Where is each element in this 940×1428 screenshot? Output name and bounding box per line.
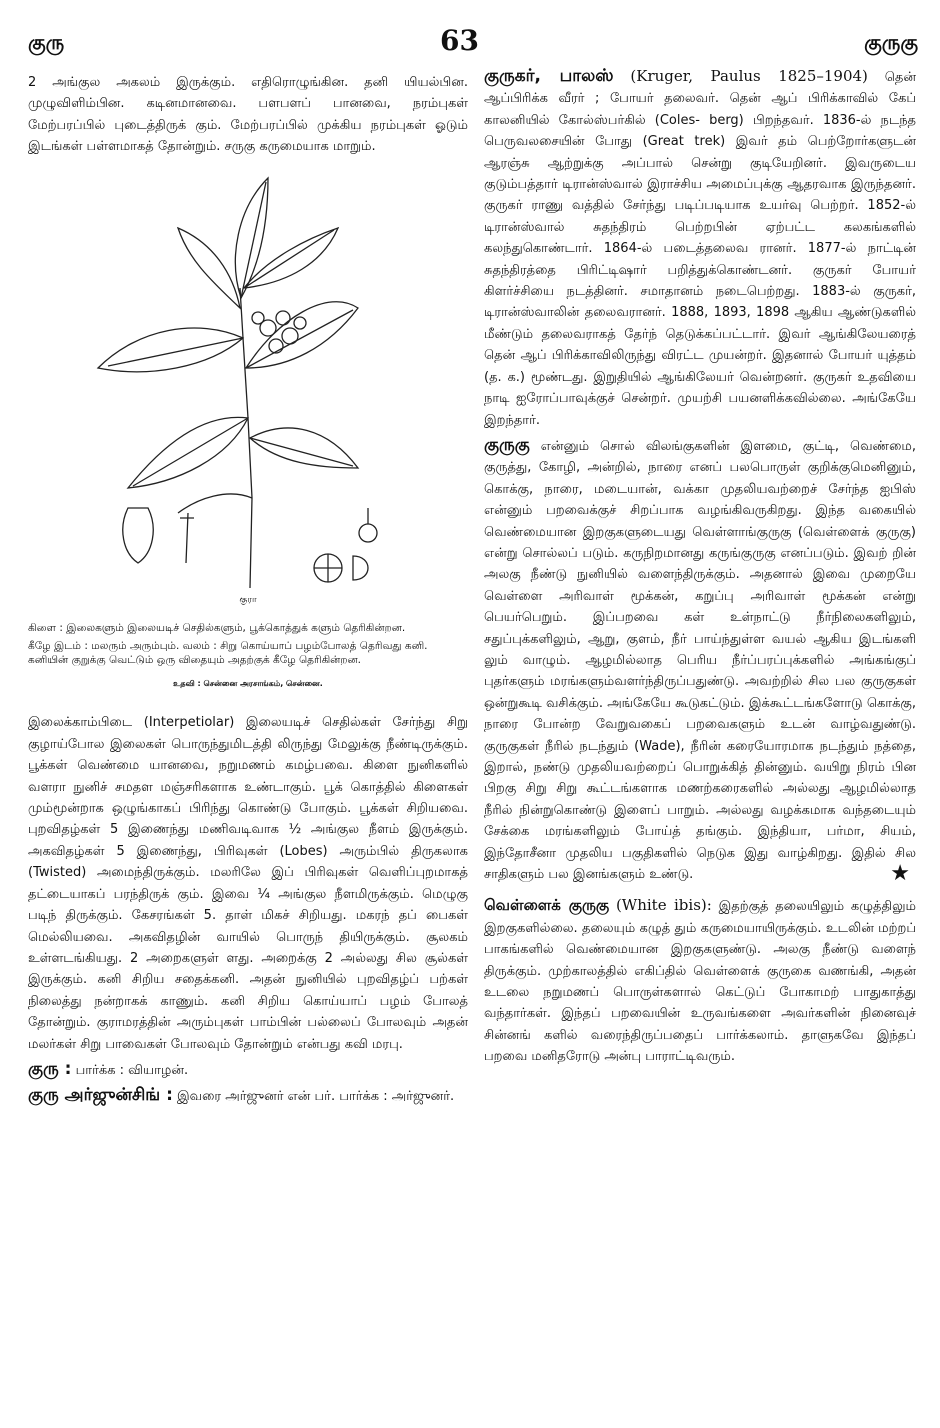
entry-kruger (484, 66, 916, 431)
left-column (28, 72, 468, 1112)
figure-title: குரா (239, 594, 257, 605)
headword-guru-arjunsingh: குரு அர்ஜுன்சிங் : (28, 1085, 173, 1106)
running-head-right: குருகு (864, 30, 918, 54)
white-ibis-text: இதற்குத் தலையிலும் கழுத்திலும் இறகுகளில்லை. தலையும் கழுத் தும் கருமையாயிருக்கும். உடலின் மற்றப் பாகங்களில் வெண்மையான இறகுகளுண்டு. அலகு நீண்டு வளைந் திருக்கும். முற்காலத்தில் எகிப்தில் வெள்ளைக் குருகை வணங்கி, அதன் உடலை நறுமணப் பொருள்களால் கெட்டுப் போகாமற் பாதுகாத்து வந்தார்கள். இந்தப் பறவையின் உருவங்களை அவர்களின் நினைவுச் சின்னங் களில் வரைந்திருப்பதைப் பார்க்கலாம். தாளுகவே இந்தப் பறவை மனிதரோடு அன்பு பாராட்டிவரும். (484, 899, 917, 1065)
body-paragraph: இலைக்காம்பிடை (Interpetiolar) இலையடிச் செதில்கள் சேர்ந்து சிறு குழாய்போல இலைகள் பொருந்துமிடத்தி லிருந்து மேலுக்கு நீண்டிருக்கும். பூக்கள் வெண்மை யானவை, நறுமணம் கமழ்பவை. கிளை நுனிகளில் வளரா நுனிச் சமதள மஞ்சரிகளாக உண்டாகும். பூக் கொத்தில் கிளைகள் மும்மூன்றாக ஒழுங்காகப் பிரிந்து கொண்டு போகும். பூக்கள் சிறியவை. புறவிதழ்கள் 5 இணைந்து மணிவடிவாக ½ அங்குல நீளம் இருக்கும். அகவிதழ்கள் 5 இணைந்து, பிரிவுகள் (Lobes) அரும்பில் திருகலாக (Twisted) அமைந்திருக்கும். மலரிலே இப் பிரிவுகள் வெளிப்புறமாகத் தட்டையாகப் பரந்திருக் கும். இவை ¼ அங்குல நீளமிருக்கும். மெழுகு படிந் திருக்கும். கேசரங்கள் 5. தாள் மிகச் சிறியது. மகரந் தப் பைகள் மெல்லியவை. அகவிதழின் வாயில் பொருந் தியிருக்கும். சூலகம் உள்ளடங்கியது. 2 அறைகளுள் ளது. அறைக்கு 2 அல்லது சில சூல்கள் இருக்கும். கனி சிறிய சதைக்கனி. அதன் நுனியில் புறவிதழ்ப் பற்கள் நிலைத்து நன்றாகக் காணும். கனி சிறிய கொய்யாப் பழம் போலத் தோன்றும். குராமரத்தின் அரும்புகள் பாம்பின் பல்லைப் போலவும் அதன் மலர்கள் சிறு பாவைகள் போலவும் தோன்றும் என்பது கவி மரபு. (28, 715, 468, 1052)
right-column (484, 66, 916, 1072)
running-head-left: குரு (28, 30, 65, 54)
entry-kurugu (484, 435, 916, 886)
page-number: 63 (440, 24, 479, 57)
star-icon: ★ (890, 861, 910, 887)
figure-caption-2: கீழே இடம் : மலரும் அரும்பும். வலம் : சிறு கொய்யாப் பழம்போலத் தெரிவது கனி. கனியின் குறுக்கு வெட்டும் ஒரு விதையும் அதற்குக் கீழே தெரிகின்றன. (28, 640, 428, 667)
kruger-text: தென் ஆப்பிரிக்க வீரர் ; போயர் தலைவர். தென் ஆப் பிரிக்காவில் கேப் காலனியில் கோல்ஸ்பர்கில் (Coles- berg) பிறந்தவர். 1836-ல் நடந்த பெருவலசையின் போது (Great trek) இவர் தம் பெற்றோர்களுடன் ஆரஞ்சு ஆற்றுக்கு அப்பால் சென்று குடியேறினர். இவருடைய குடும்பத்தார் டிரான்ஸ்வால் இராச்சிய அமைப்புக்கு ஆதரவாக இருந்தனர். குருகர் ராணு வத்தில் சேர்ந்து படிப்படியாக உயர்வு பெற்றர். 1852-ல் டிரான்ஸ்வால் சுதந்திரம் பெற்றபின் ஏற்பட்ட கலகங்களில் கலந்துகொண்டார். 1864-ல் படைத்தலைவ ரானர். 1877-ல் நாட்டின் சுதந்திரத்தை பிரிட்டிஷார் பறித்துக்கொண்டனர். குருகர் போயர் கிளர்ச்சியை நடத்தினர். சமாதானம் நடைபெற்றது. 1883-ல் குருகர், டிரான்ஸ்வாலின் தலைவரானர். 1888, 1893, 1898 ஆகிய ஆண்டுகளில் மீண்டும் தலைவராகத் தேர்ந் தெடுக்கப்பட்டார். இவர் ஆங்கிலேயரைத் தென் ஆப் பிரிக்காவிலிருந்து விரட்ட முயன்றர். இதனால் போயர் யுத்தம் (த. க.) மூண்டது. இறுதியில் ஆங்கிலேயர் வென்றனர். குருகர் உதவியை நாடி ஐரோப்பாவுக்குச் சென்றர். முயற்சி பயனளிக்கவில்லை. அங்கேயே இறந்தார். (484, 70, 916, 428)
xref-guru-arjunsingh-text: இவரை அர்ஜுனர் என் பர். பார்க்க : அர்ஜுனர். (177, 1089, 455, 1105)
plant-drawing (28, 168, 468, 588)
figure-caption-1: கிளை : இலைகளும் இலையடிச் செதில்களும், பூக்கொத்துக் களும் தெரிகின்றன. (28, 622, 406, 635)
kruger-latin-name: (Kruger, Paulus 1825–1904) (630, 67, 868, 85)
headword-guru: குரு : (28, 1058, 72, 1079)
white-ibis-latin: (White ibis): (615, 896, 712, 915)
headword-kruger: குருகர், பாலஸ் (484, 66, 614, 86)
headword-kurugu: குருகு (484, 434, 530, 455)
entry-white-ibis (484, 895, 916, 1067)
cross-reference-guru-arjunsingh (28, 1085, 468, 1107)
intro-paragraph: 2 அங்குல அகலம் இருக்கும். எதிரொழுங்கின. தனி யியல்பின. முழுவிளிம்பின. கடினமானவை. பளபளப் பானவை, நரம்புகள் மேற்பரப்பில் புடைத்திருக் கும். மேற்பரப்பில் முக்கிய நரம்புகள் ஓடும் இடங்கள் பள்ளமாகத் தோன்றும். சருகு கருமையாக மாறும். (28, 75, 468, 155)
plant-illustration (28, 168, 468, 588)
kurugu-text: என்னும் சொல் விலங்குகளின் இளமை, குட்டி, வெண்மை, குருத்து, கோழி, அன்றில், நாரை எனப் பலபொருள் குறிக்குமெனினும், கொக்கு, நாரை, மடையான், வக்கா முதலியவற்றைச் சேர்ந்த ஐபிஸ் என்னும் பறவைக்குச் சிறப்பாக வழங்கிவருகிறது. இந்த வகையில் வெண்மையான இறகுகளுடையது வெள்ளாங்குருகு (வெள்ளைக் குருகு) என்று சொல்லப் படும். கருநிறமானது கருங்குருகு எனப்படும். இவற் றின் அலகு நீண்டு நுனியில் வளைந்திருக்கும். அதனால் இவை முறையே வெள்ளை அரிவாள் மூக்கன், கறுப்பு அரிவாள் மூக்கன் என்று பெயர்பெறும். இப்பறவை கள் உள்நாட்டு நீர்நிலைகளிலும், சதுப்புக்களிலும், ஆறு, குளம், நீர் பாய்ந்துள்ள வயல் ஆகிய இடங்களி லும் வாழும். ஆழமில்லாத பெரிய நீர்ப்பரப்புக்களில் அங்கங்குப் புதர்களும் மரங்களும்வளர்ந்திருப்பதுண்டு. அவற்றில் சில பல குருகுகள் ஒன்றுகூடி வசிக்கும். அங்கேயே கூடுகட்டும். இக்கூட்டங்களோடு கொக்கு, நாரை போன்ற வேறுவகைப் பறவைகளும் உடன் வாழ்வதுண்டு. குருகுகள் நீரில் நடந்தும் (Wade), நீரின் கரையோரமாக நடந்தும் நத்தை, இறால், நண்டு முதலியவற்றைப் பொறுக்கித் தின்னும். வயிறு நிரம் பின பிறகு சிறு சிறு கூட்டங்களாக மணற்கரைகளில் அல்லது ஆழமில்லாத நீரில் நின்றுகொண்டு இளைப் பாறும். அல்லது வழக்கமாக வந்தடையும் சேக்கை மரங்களிலும் போய்த் தங்கும். இந்தியா, பர்மா, சியம், இந்தோசீனா முதலிய பகுதிகளில் நெடுக இது வாழ்கிறது. இதில் சில சாதிகளும் பல இனங்களும் உண்டு. (484, 438, 916, 883)
headword-white-ibis: வெள்ளைக் குருகு (484, 896, 610, 915)
figure-credit: உதவி : சென்னை அரசாங்கம், சென்னை. (173, 679, 323, 689)
cross-reference-guru (28, 1059, 468, 1081)
xref-guru-text: பார்க்க : வியாழன். (75, 1062, 189, 1078)
